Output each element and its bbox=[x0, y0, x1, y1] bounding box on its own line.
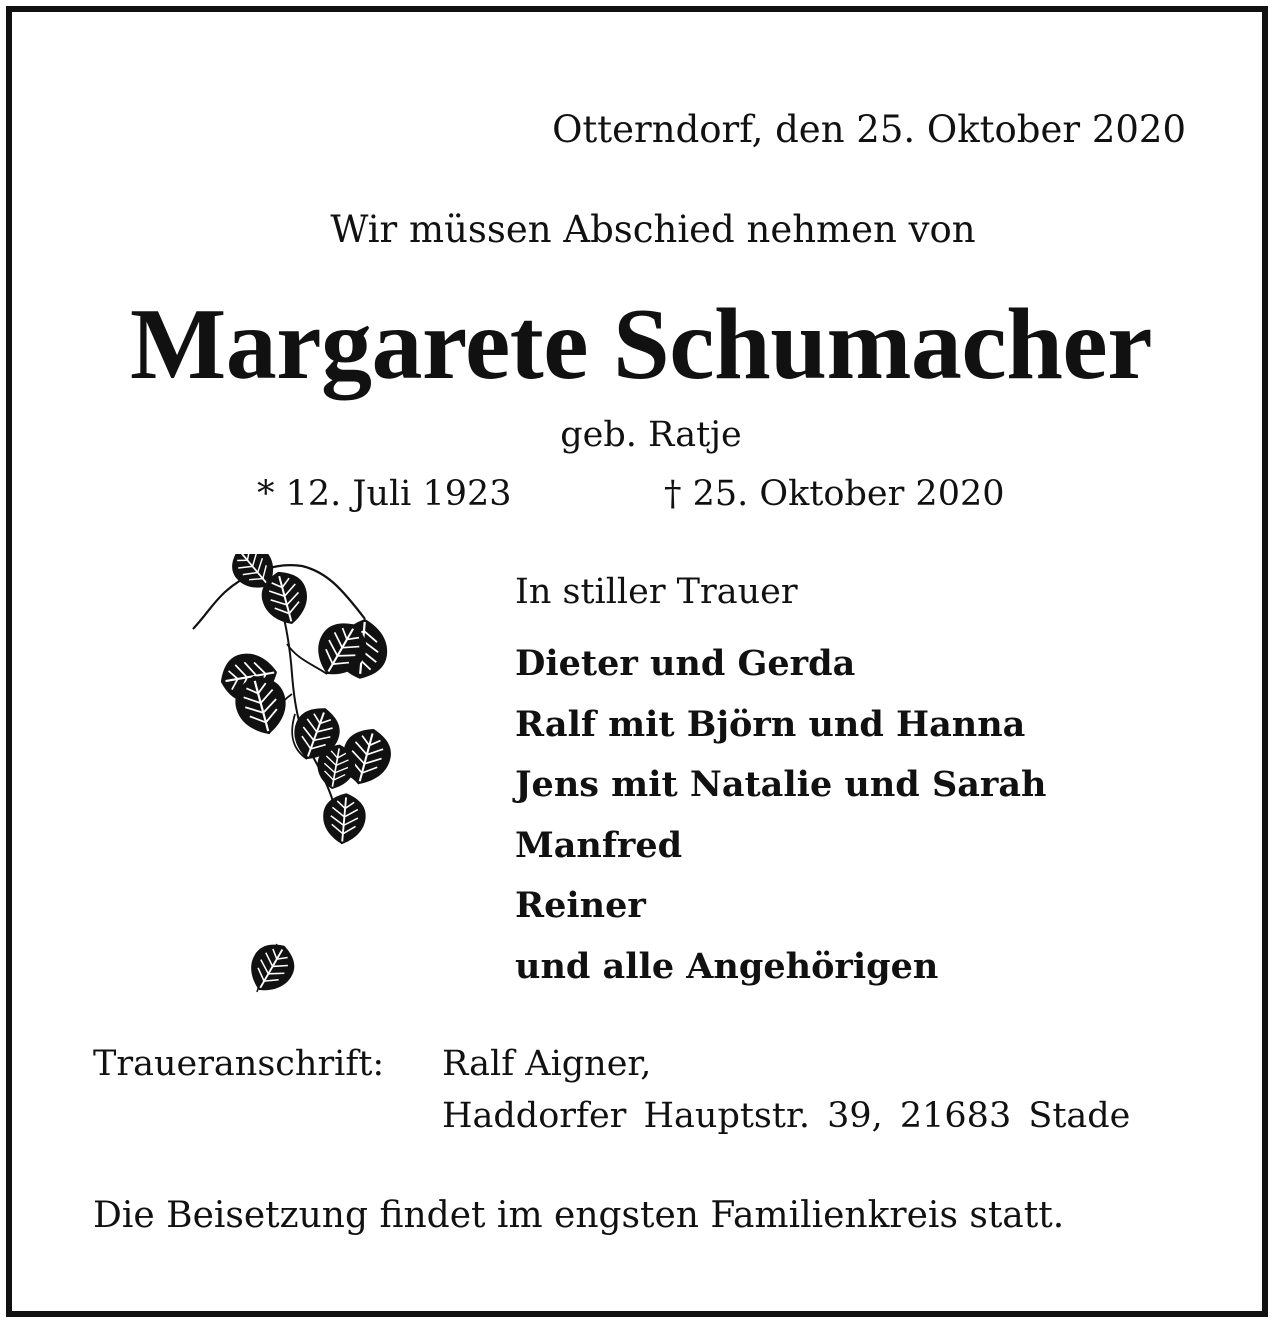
death-date: † 25. Oktober 2020 bbox=[664, 474, 1005, 514]
intro-line: Wir müssen Abschied nehmen von bbox=[330, 208, 976, 251]
mourner: Reiner bbox=[515, 885, 646, 926]
maiden-name: geb. Ratje bbox=[560, 415, 742, 455]
mourners-list bbox=[515, 642, 1046, 1005]
address-name: Ralf Aigner, bbox=[442, 1044, 652, 1084]
mourner: Ralf mit Björn und Hanna bbox=[515, 703, 1026, 745]
birth-date: * 12. Juli 1923 bbox=[257, 474, 512, 514]
birch-branch-icon bbox=[177, 554, 407, 1014]
address-street: Haddorfer Hauptstr. 39, 21683 Stade bbox=[442, 1096, 1131, 1136]
burial-note: Die Beisetzung findet im engsten Familienkreis statt. bbox=[93, 1195, 1065, 1236]
mourner: und alle Angehörigen bbox=[515, 945, 939, 987]
address-label: Traueranschrift: bbox=[93, 1044, 385, 1084]
mourner: Jens mit Natalie und Sarah bbox=[515, 764, 1047, 805]
mourner: Manfred bbox=[515, 824, 683, 866]
obituary-notice bbox=[6, 6, 1268, 1317]
place-date: Otterndorf, den 25. Oktober 2020 bbox=[552, 108, 1186, 151]
deceased-name: Margarete Schumacher bbox=[130, 288, 1152, 401]
mourner: Dieter und Gerda bbox=[515, 643, 856, 684]
mourning-line: In stiller Trauer bbox=[515, 572, 798, 612]
